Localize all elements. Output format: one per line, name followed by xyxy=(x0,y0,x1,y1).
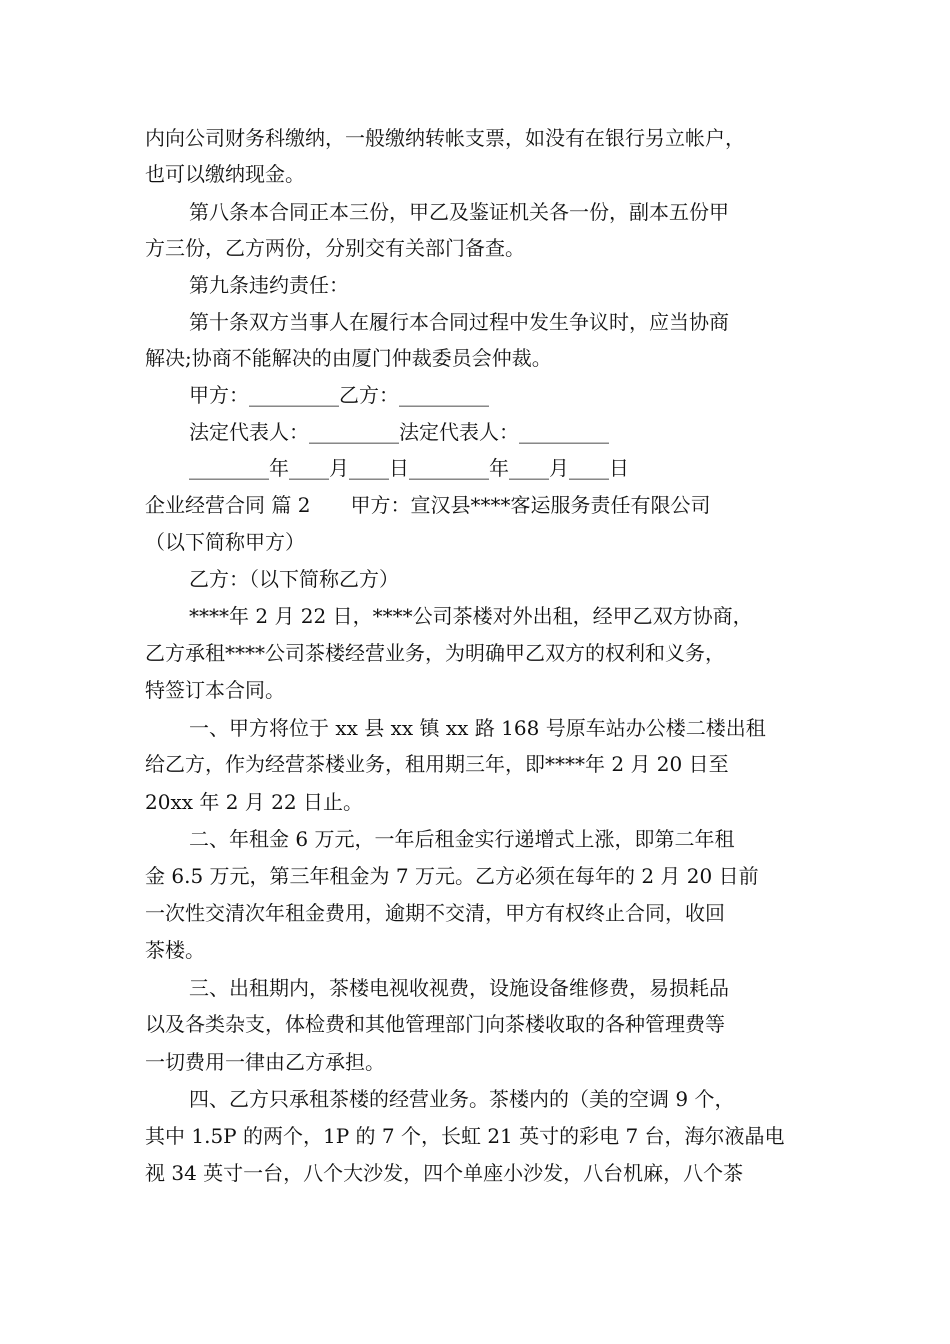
text-line: 20xx 年 2 月 22 日止。 xyxy=(145,790,363,814)
text-line: 第八条本合同正本三份，甲乙及鉴证机关各一份，副本五份甲 xyxy=(189,200,729,224)
text-line: 第十条双方当事人在履行本合同过程中发生争议时，应当协商 xyxy=(189,310,729,334)
text-line: 金 6.5 万元，第三年租金为 7 万元。乙方必须在每年的 2 月 20 日前 xyxy=(145,864,759,888)
text-line: 三、出租期内，茶楼电视收视费，设施设备维修费，易损耗品 xyxy=(189,976,729,1000)
date-line: ________年____月____日________年____月____日 xyxy=(189,456,629,480)
text-line: 茶楼。 xyxy=(145,938,205,962)
text-line: 内向公司财务科缴纳，一般缴纳转帐支票，如没有在银行另立帐户， xyxy=(145,126,745,150)
text-line: 四、乙方只承租茶楼的经营业务。茶楼内的（美的空调 9 个， xyxy=(189,1087,735,1111)
text-line: 也可以缴纳现金。 xyxy=(145,162,305,186)
text-line: 一切费用一律由乙方承担。 xyxy=(145,1050,385,1074)
text-line: 特签订本合同。 xyxy=(145,678,285,702)
section-heading: 企业经营合同 篇 2 甲方：宣汉县****客运服务责任有限公司 xyxy=(145,493,711,517)
text-line: （以下简称甲方） xyxy=(145,530,305,554)
text-line: 解决;协商不能解决的由厦门仲裁委员会仲裁。 xyxy=(145,346,552,370)
text-line: 给乙方，作为经营茶楼业务，租用期三年，即****年 2 月 20 日至 xyxy=(145,752,729,776)
text-line: 方三份，乙方两份，分别交有关部门备查。 xyxy=(145,236,525,260)
text-line: 以及各类杂支，体检费和其他管理部门向茶楼收取的各种管理费等 xyxy=(145,1012,725,1036)
text-line: 乙方：（以下简称乙方） xyxy=(189,567,399,591)
text-line: 乙方承租****公司茶楼经营业务，为明确甲乙双方的权利和义务， xyxy=(145,641,725,665)
signature-line: 甲方：_________乙方：_________ xyxy=(189,383,489,407)
signature-line: 法定代表人：_________法定代表人：_________ xyxy=(189,420,609,444)
text-line: 其中 1.5P 的两个，1P 的 7 个，长虹 21 英寸的彩电 7 台，海尔液晶电 xyxy=(145,1124,785,1148)
text-line: ****年 2 月 22 日，****公司茶楼对外出租，经甲乙双方协商， xyxy=(189,604,753,628)
text-line: 二、年租金 6 万元，一年后租金实行递增式上涨，即第二年租 xyxy=(189,827,735,851)
text-line: 视 34 英寸一台，八个大沙发，四个单座小沙发，八台机麻，八个茶 xyxy=(145,1161,744,1185)
text-line: 一、甲方将位于 xx 县 xx 镇 xx 路 168 号原车站办公楼二楼出租 xyxy=(189,716,766,740)
text-line: 第九条违约责任： xyxy=(189,273,349,297)
text-line: 一次性交清次年租金费用，逾期不交清，甲方有权终止合同，收回 xyxy=(145,901,725,925)
